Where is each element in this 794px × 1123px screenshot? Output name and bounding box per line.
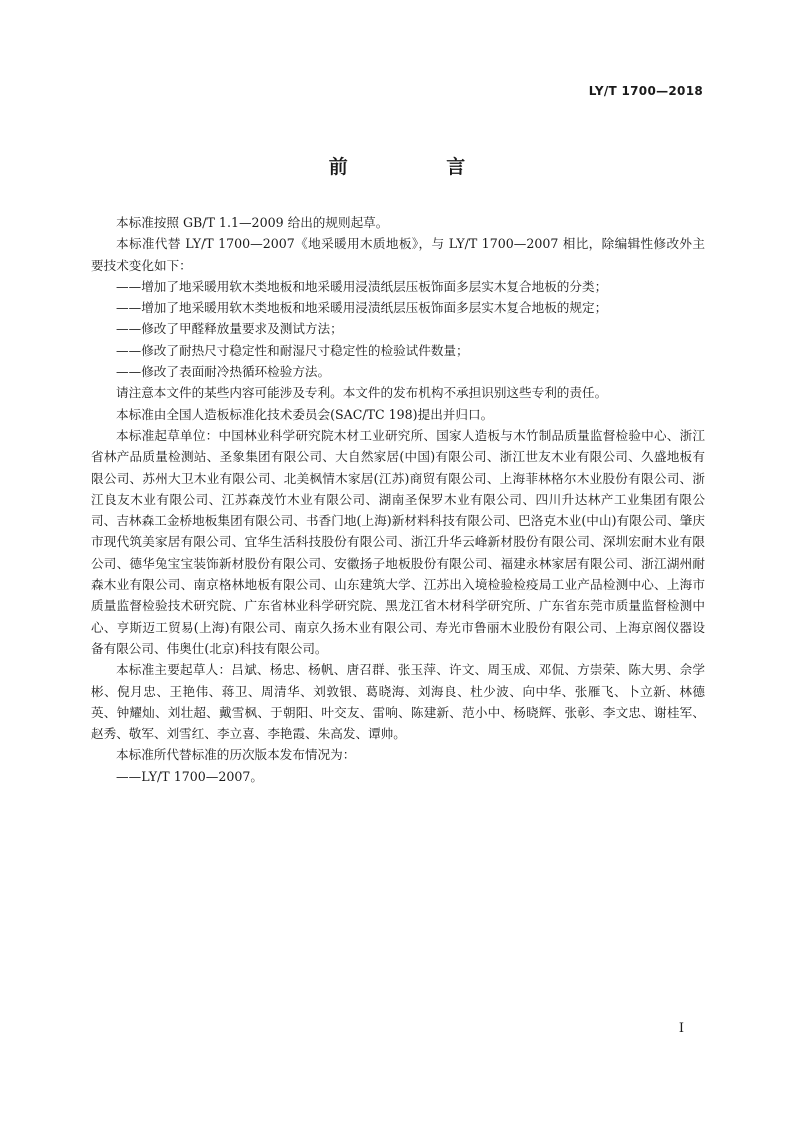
change-item: ——增加了地采暖用软木类地板和地采暖用浸渍纸层压板饰面多层实木复合地板的分类； — [116, 278, 608, 294]
paragraph-history-intro: 本标准所代替标准的历次版本发布情况为： — [116, 747, 356, 763]
page-number: I — [678, 1021, 684, 1036]
paragraph-patent-notice: 请注意本文件的某些内容可能涉及专利。本文件的发布机构不承担识别这些专利的责任。 — [116, 385, 608, 401]
history-item: ——LY/T 1700—2007。 — [116, 768, 263, 784]
change-item: ——增加了地采暖用软木类地板和地采暖用浸渍纸层压板饰面多层实木复合地板的规定； — [116, 300, 608, 316]
paragraph-replaces: 本标准代替 LY/T 1700—2007《地采暖用木质地板》，与 LY/T 1700—2007 相比，除编辑性修改外主要技术变化如下： — [91, 236, 705, 273]
paragraph-drafting-rules: 本标准按照 GB/T 1.1—2009 给出的规则起草。 — [116, 215, 389, 230]
paragraph-drafting-units: 本标准起草单位：中国林业科学研究院木材工业研究所、国家人造板与木竹制品质量监督检验中心、浙江省林产品质量检测站、圣象集团有限公司、大自然家居(中国)有限公司、浙江世友木业有限公司、久盛地板有限公司、苏州大卫木业有限公司、北美枫情木家居(江苏)商贸有限公司、上海菲林格尔木业股份有限公司、浙江良友木业有限公司、江苏森茂竹木业有限公司、湖南圣保罗木业有限公司、四川升达林产工业集团有限公司、吉林森工金桥地板集团有限公司、书香门地(上海)新材料科技有限公司、巴洛克木业(中山)有限公司、肇庆市现代筑美家居有限公司、宜华生活科技股份有限公司、浙江升华云峰新材股份有限公司、深圳宏耐木业有限公司、德华兔宝宝装饰新材股份有限公司、安徽扬子地板股份有限公司、福建永林家居有限公司、浙江湖州耐森木业有限公司、南京格林地板有限公司、山东建筑大学、江苏出入境检验检疫局工业产品检测中心、上海市质量监督检验技术研究院、广东省林业科学研究院、黑龙江省木材科学研究所、广东省东莞市质量监督检测中心、亨斯迈工贸易(上海)有限公司、南京久扬木业有限公司、寿光市鲁丽木业股份有限公司、上海京阁仪器设备有限公司、伟奥仕(北京)科技有限公司。 — [91, 427, 705, 656]
paragraph-drafters: 本标准主要起草人：吕斌、杨忠、杨帆、唐召群、张玉萍、许文、周玉成、邓侃、方崇荣、陈大男、佘学彬、倪月忠、王艳伟、蒋卫、周清华、刘敦银、葛晓海、刘海良、杜少波、向中华、张雁飞、卜立新、林德英、钟耀灿、刘壮超、戴雪枫、于朝阳、叶交友、雷响、陈建新、范小中、杨晓辉、张彰、李文忠、谢桂军、赵秀、敬军、刘雪红、李立喜、李艳霞、朱高发、谭帅。 — [91, 662, 705, 742]
standard-code: LY/T 1700—2018 — [588, 84, 703, 98]
foreword-body — [91, 212, 705, 787]
change-item: ——修改了耐热尺寸稳定性和耐湿尺寸稳定性的检验试件数量； — [116, 342, 469, 358]
change-item: ——修改了表面耐冷热循环检验方法。 — [116, 364, 331, 380]
page-title: 前 言 — [328, 156, 512, 178]
paragraph-proposed-by: 本标准由全国人造板标准化技术委员会(SAC/TC 198)提出并归口。 — [116, 406, 494, 422]
change-item: ——修改了甲醛释放量要求及测试方法； — [116, 321, 343, 337]
